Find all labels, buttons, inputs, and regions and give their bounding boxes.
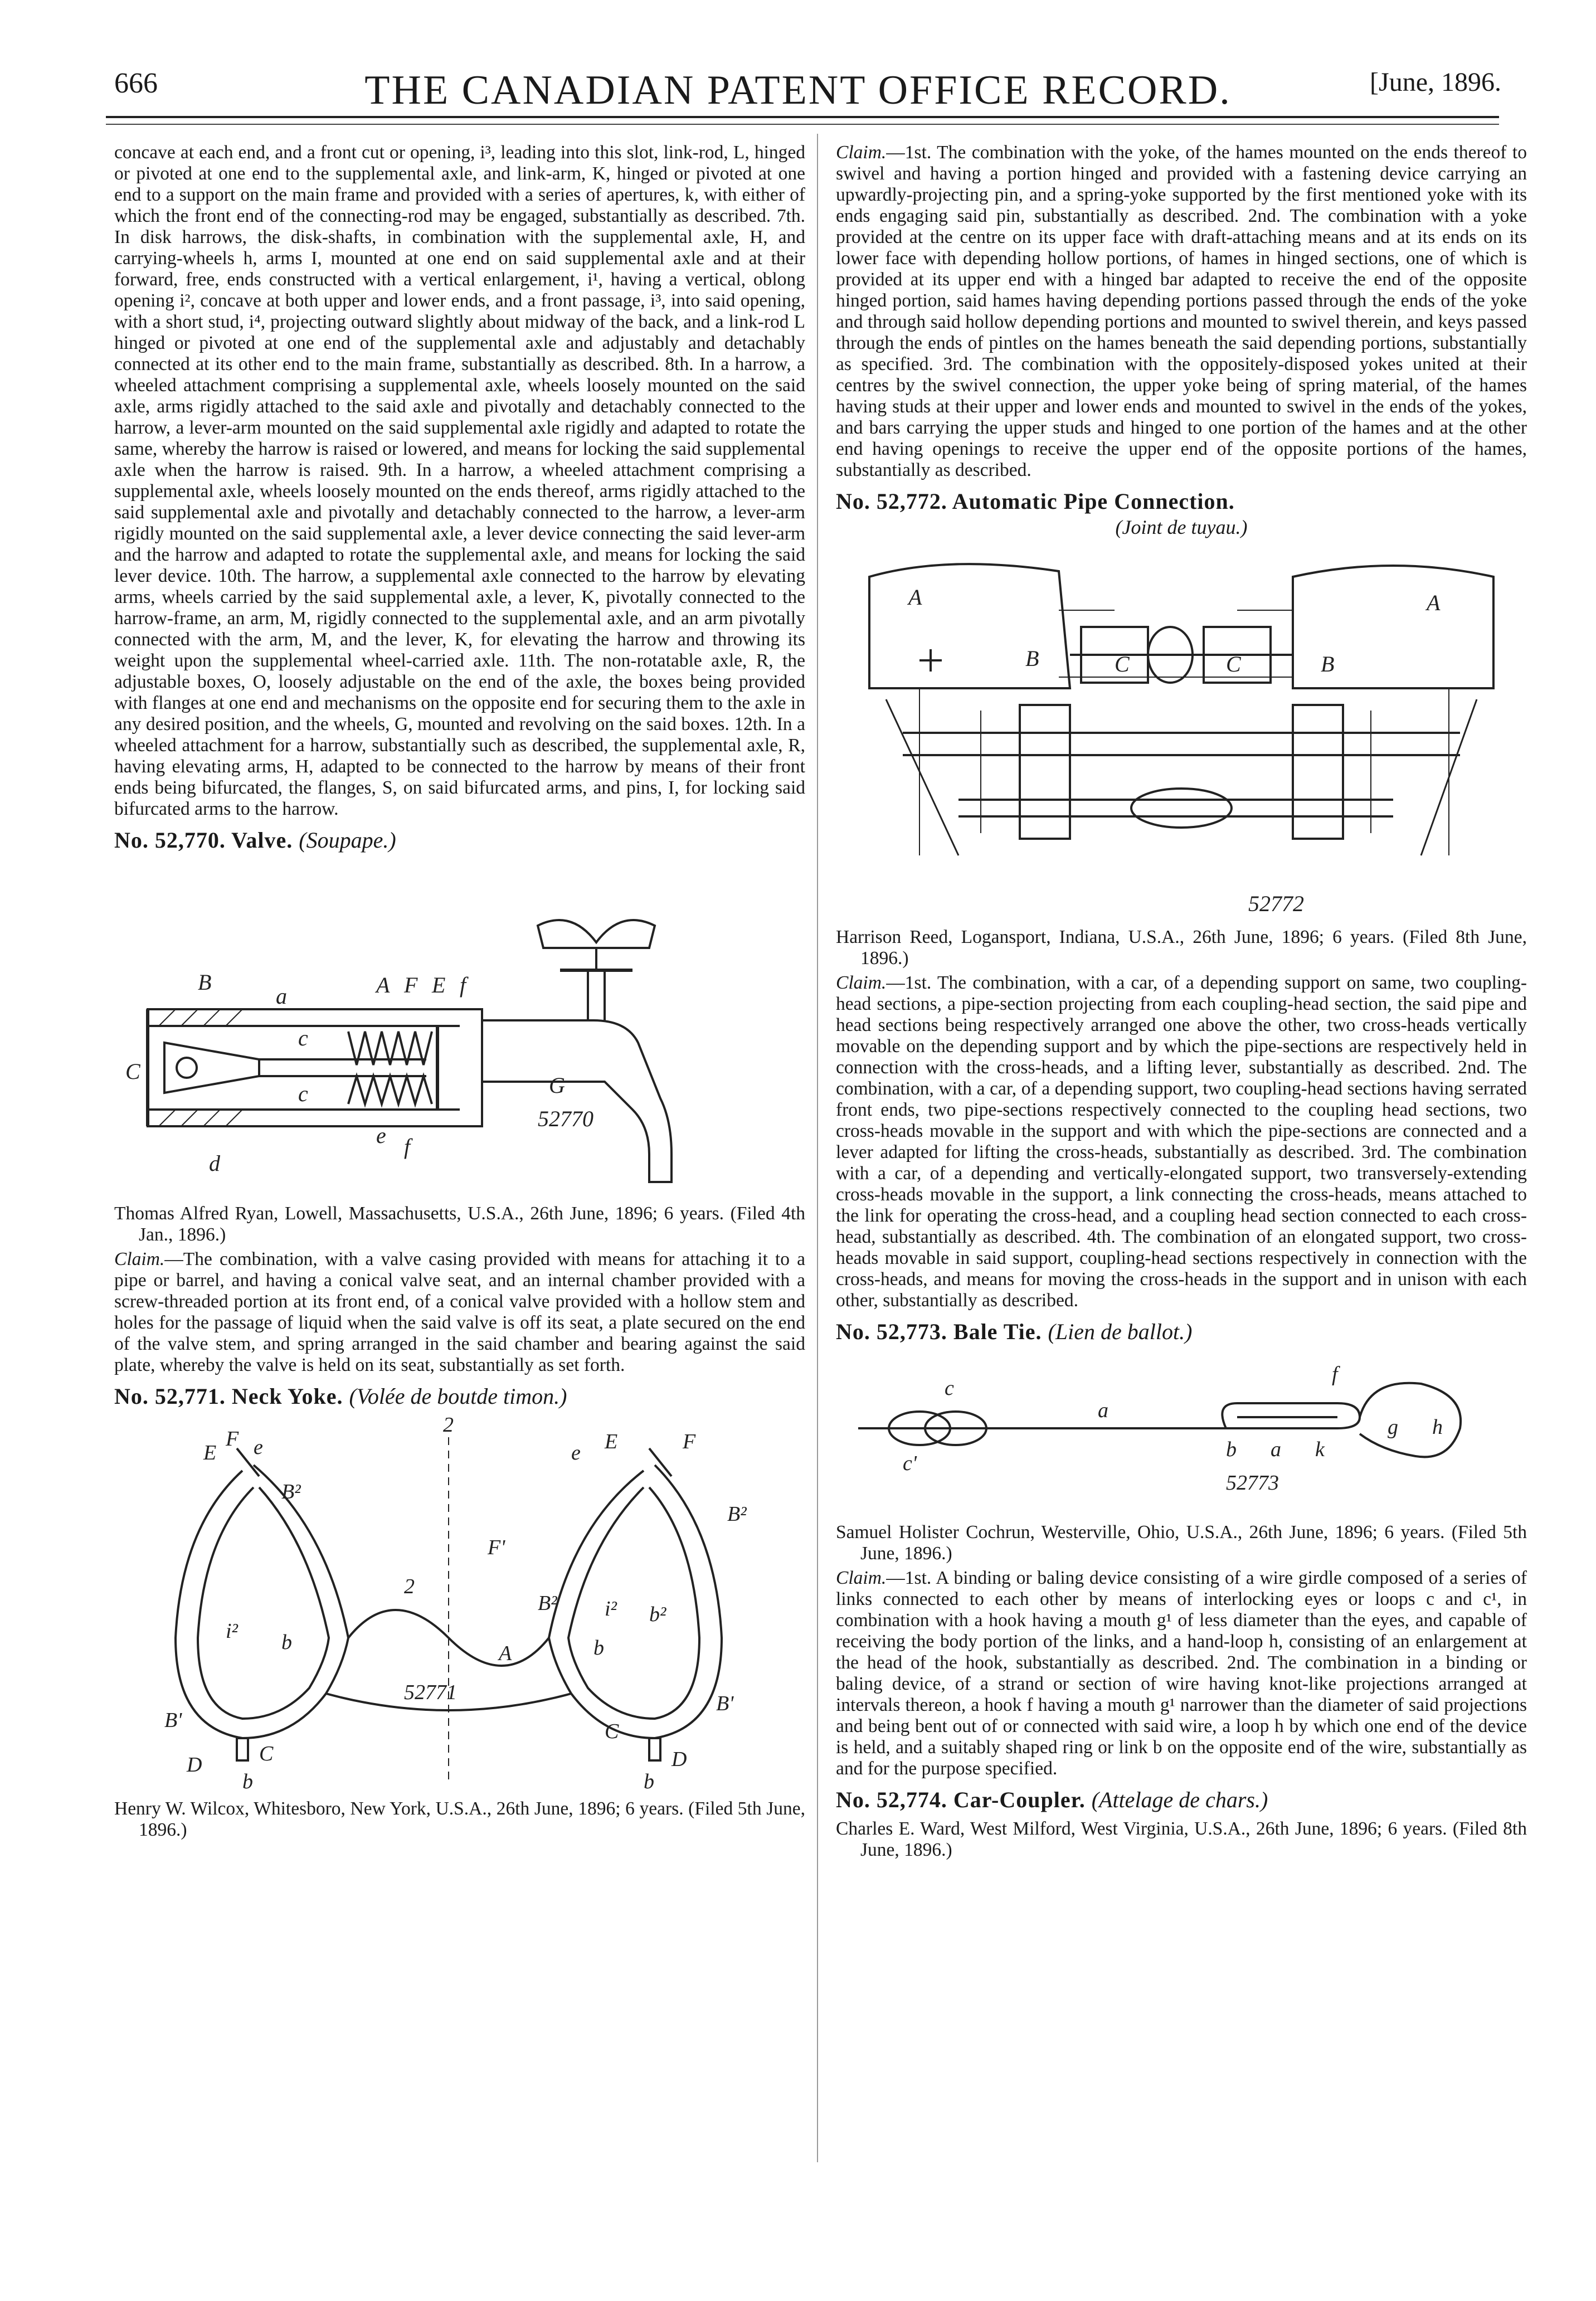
svg-text:F: F: [683, 1430, 696, 1453]
neck-yoke-figure: [114, 1415, 805, 1794]
svg-text:b: b: [281, 1631, 292, 1654]
page-date: [June, 1896.: [1370, 67, 1501, 97]
svg-text:B: B: [198, 970, 212, 995]
patent-52772-claim-label: Claim.: [836, 972, 887, 993]
page-number: 666: [114, 67, 158, 99]
svg-text:G: G: [549, 1073, 565, 1098]
svg-text:D: D: [187, 1753, 202, 1777]
patent-52771-title: No. 52,771. Neck Yoke.: [114, 1384, 343, 1409]
svg-text:C: C: [1226, 651, 1241, 677]
svg-text:C: C: [125, 1059, 140, 1084]
svg-text:B²: B²: [727, 1502, 747, 1526]
svg-text:52770: 52770: [538, 1106, 593, 1131]
svg-text:b: b: [242, 1770, 253, 1793]
patent-52773-french: (Lien de ballot.): [1048, 1319, 1193, 1344]
svg-text:C: C: [605, 1720, 619, 1743]
svg-text:B²: B²: [538, 1592, 557, 1615]
svg-text:e: e: [254, 1436, 263, 1459]
svg-text:D: D: [672, 1748, 687, 1771]
svg-text:a: a: [1098, 1399, 1108, 1422]
svg-text:52772: 52772: [1248, 891, 1304, 916]
svg-text:52771: 52771: [404, 1681, 457, 1704]
svg-text:B': B': [716, 1692, 734, 1715]
svg-text:g: g: [1388, 1415, 1398, 1439]
svg-text:F': F': [488, 1536, 505, 1559]
header-rule-thin: [106, 124, 1499, 125]
header-rule: [106, 116, 1499, 118]
svg-text:b: b: [644, 1770, 654, 1793]
svg-text:E: E: [605, 1430, 618, 1453]
svg-text:d: d: [209, 1151, 220, 1176]
svg-text:2: 2: [404, 1575, 415, 1598]
svg-text:B²: B²: [281, 1480, 301, 1504]
svg-text:E: E: [203, 1441, 217, 1465]
svg-text:e: e: [376, 1123, 386, 1148]
svg-text:f: f: [460, 972, 466, 998]
patent-52770-title: No. 52,770. Valve.: [114, 828, 293, 853]
patent-52770-french: (Soupape.): [299, 828, 396, 853]
svg-text:A: A: [376, 972, 390, 998]
patent-52774-title: No. 52,774. Car-Coupler.: [836, 1787, 1086, 1812]
svg-text:52773: 52773: [1226, 1471, 1279, 1495]
patent-52774-inventor: Charles E. Ward, West Milford, West Virginia, U.S.A., 26th June, 1896; 6 years. (Filed 8th June, 1896.): [836, 1818, 1527, 1860]
patent-52773-claim: —1st. A binding or baling device consisting of a wire girdle composed of a series of links connected to each other by means of interlocking eyes or loops c and c¹, in combination with a hook having a mouth g¹ of less diameter than the eyes, and capable of receiving the body portion of the links, and a hand-loop h, consisting of an enlargement at the head of the hook, substantially as described. 2nd. The combination in a binding or baling device, of a strand or section of wire having knot-like projections arranged at intervals thereon, a hook f having a mouth g¹ narrower than the diameter of said projections and being bent out of or connected with said wire, a loop h by which one end of the device is held, and a suitably shaped ring or link b on the opposite end of the wire, substantially as and for the purpose specified.: [836, 1568, 1527, 1779]
right-column: [836, 142, 1527, 1864]
svg-text:A: A: [499, 1642, 512, 1665]
patent-52772-french: (Joint de tuyau.): [1115, 516, 1248, 538]
valve-figure: [114, 859, 805, 1199]
svg-text:k: k: [1315, 1438, 1325, 1461]
column-divider: [817, 134, 818, 2162]
patent-52771-french: (Volée de boutde timon.): [349, 1384, 567, 1409]
svg-text:c: c: [298, 1025, 308, 1050]
svg-text:C: C: [1115, 651, 1130, 677]
patent-52774-french: (Attelage de chars.): [1091, 1787, 1268, 1812]
svg-text:a: a: [276, 984, 287, 1009]
svg-text:a: a: [1271, 1438, 1281, 1461]
svg-text:A: A: [1427, 590, 1441, 615]
patent-52772-claim: —1st. The combination, with a car, of a depending support on same, two coupling-head sections, a pipe-section projecting from each coupling-head section, the said pipe and head sections being respectively arranged one above the other, two cross-heads vertically movable on the depending support and by which the pipe-sections are respectively held in connection with the cross-heads, and a lifting lever, substantially as described. 2nd. The combination, with a car, of a depending support, two coupling-head sections having serrated front ends, two pipe-sections respectively connected to the coupling head sections, two cross-heads movable in the support and with which the pipe-sections are connected and a lever adapted for lifting the cross-heads, substantially as described. 3rd. The combination with a car, of a depending and vertically-elongated support, two transversely-extending cross-heads movable in the support, a link connecting the cross-heads, means attached to the link for operating the cross-head, and a coupling head section connected to each cross-head, substantially as described. 4th. The combination of an elongated support, two cross-heads movable in said support, coupling-head sections respectively in connection with the cross-heads, and means for moving the cross-heads in the support and in unison with each other, substantially as described.: [836, 972, 1527, 1311]
patent-52770-heading: [114, 830, 805, 851]
page-title: THE CANADIAN PATENT OFFICE RECORD.: [364, 67, 1232, 113]
svg-text:c': c': [903, 1452, 917, 1475]
patent-52773-inventor: Samuel Holister Cochrun, Westerville, Ohio, U.S.A., 26th June, 1896; 6 years. (Filed 5th June, 1896.): [836, 1522, 1527, 1564]
patent-52770-claim-label: Claim.: [114, 1249, 165, 1269]
left-column: [114, 142, 805, 1844]
bale-tie-figure: [836, 1350, 1527, 1517]
patent-52771-claim: —1st. The combination with the yoke, of the hames mounted on the ends thereof to swivel and having a portion hinged and provided with a fastening device carrying an upwardly-projecting pin, and a spring-yoke supported by the first mentioned yoke with its ends engaging said pin, substantially as described. 2nd. The combination with a yoke provided at the centre on its upper face with draft-attaching means and at its ends on its lower face with depending hollow portions, of hames in hinged sections, one of which is provided at its upper end with a hinged bar adapted to receive the end of the opposite hinged portion, said hames having depending portions passed through the ends of the yoke and through said hollow depending portions and mounted to swivel therein, and keys passed through the ends of pintles on the hames beneath the said depending portions, substantially as specified. 3rd. The combination with the oppositely-disposed yokes united at their centres by the swivel connection, the upper yoke being of spring material, of the hames having studs at their upper and lower ends and mounted to swivel in the ends of the yokes, and bars carrying the upper studs and hinged to one portion of the hames and at the other end having openings to receive the upper end of the opposite portions of the hames, substantially as described.: [836, 142, 1527, 480]
svg-text:F: F: [226, 1427, 239, 1451]
patent-52770-inventor: Thomas Alfred Ryan, Lowell, Massachusetts, U.S.A., 26th June, 1896; 6 years. (Filed 4th Jan., 1896.): [114, 1203, 805, 1245]
patent-52773-title: No. 52,773. Bale Tie.: [836, 1319, 1042, 1344]
patent-52774-heading: [836, 1789, 1527, 1811]
svg-text:2: 2: [443, 1415, 454, 1437]
svg-text:E: E: [432, 972, 446, 998]
svg-text:b: b: [1226, 1438, 1237, 1461]
svg-text:h: h: [1432, 1415, 1443, 1439]
svg-text:B': B': [164, 1709, 182, 1732]
patent-52771-claim-label: Claim.: [836, 142, 887, 163]
pipe-connection-figure: [836, 543, 1527, 922]
patent-52771-inventor: Henry W. Wilcox, Whitesboro, New York, U.S.A., 26th June, 1896; 6 years. (Filed 5th June, 1896.): [114, 1798, 805, 1840]
svg-text:b²: b²: [649, 1603, 666, 1626]
svg-text:c: c: [945, 1376, 954, 1400]
svg-text:B: B: [1321, 651, 1335, 677]
svg-text:i²: i²: [605, 1597, 617, 1621]
svg-text:i²: i²: [226, 1619, 238, 1643]
svg-text:B: B: [1025, 646, 1039, 671]
patent-52772-inventor: Harrison Reed, Logansport, Indiana, U.S.A., 26th June, 1896; 6 years. (Filed 8th June, 1896.): [836, 927, 1527, 969]
svg-text:c: c: [298, 1081, 308, 1106]
patent-52770-claim: —The combination, with a valve casing provided with means for attaching it to a pipe or barrel, and having a conical valve seat, and an internal chamber provided with a screw-threaded portion at its front end, of a conical valve provided with a hollow stem and holes for the passage of liquid when the said valve is off its seat, a plate secured on the end of the valve stem, and spring arranged in the said chamber and bearing against the said plate, whereby the valve is held on its seat, substantially as set forth.: [114, 1249, 805, 1375]
svg-text:f: f: [404, 1134, 411, 1159]
patent-52771-heading: [114, 1386, 805, 1407]
svg-text:b: b: [593, 1636, 604, 1660]
svg-text:f: f: [1332, 1363, 1338, 1386]
svg-text:C: C: [259, 1742, 274, 1765]
patent-52773-claim-label: Claim.: [836, 1568, 887, 1588]
svg-text:e: e: [571, 1441, 581, 1465]
svg-text:A: A: [908, 585, 922, 610]
svg-text:F: F: [404, 972, 418, 998]
patent-52773-heading: [836, 1321, 1527, 1342]
patent-52772-title: No. 52,772. Automatic Pipe Connection.: [836, 489, 1235, 514]
continued-claims-text: concave at each end, and a front cut or opening, i³, leading into this slot, link-rod, L, hinged or pivoted at one end to the supplemental axle, and link-arm, K, hinged or pivoted at one end to a support on the main frame and provided with a series of apertures, k, with either of which the front end of the connecting-rod may be engaged, substantially as described. 7th. In disk harrows, the disk-shafts, in combination with the supplemental axle, H, and carrying-wheels h, arms I, mounted at one end on said supplemental axle and at their forward, free, ends constructed with a vertical enlargement, i¹, having a vertical, oblong opening i², concave at both upper and lower ends, and a front passage, i³, into said opening, with a short stud, i⁴, projecting outward slightly about midway of the back, and a link-rod L hinged or pivoted at one end of the supplemental axle and adjustably and detachably connected at its other end to the main frame, substantially as described. 8th. In a harrow, a wheeled attachment comprising a supplemental axle, wheels loosely mounted on the said axle, arms rigidly attached to the said axle and pivotally and detachably connected to the harrow, a lever-arm mounted on the said supplemental axle rigidly and adapted to rotate the same, whereby the harrow is raised or lowered, and means for locking the said supplemental axle when the harrow is raised. 9th. In a harrow, a wheeled attachment comprising a supplemental axle, wheels loosely mounted on the ends thereof, arms rigidly attached to the said supplemental axle and pivotally and detachably connected to the harrow, a lever-arm rigidly mounted on the said supplemental axle, a lever device connecting the said lever-arm and the harrow and adapted to rotate the supplemental axle, and means for locking the said lever device. 10th. The harrow, a supplemental axle connected to the harrow by elevating arms, wheels carried by the said supplemental axle, a lever, K, pivotally connected to the harrow-frame, an arm, M, rigidly connected to the supplemental axle, and an arm pivotally connected with the arm, M, and the lever, K, for elevating the harrow and throwing its weight upon the supplemental wheel-carried axle. 11th. The non-rotatable axle, R, the adjustable boxes, O, loosely adjustable on the end of the axle, the boxes being provided with flanges at one end and mechanisms on the opposite end for securing them to the axle in any desired position, and the wheels, G, mounted and revolving on the said boxes. 12th. In a wheeled attachment for a harrow, substantially such as described, the supplemental axle, R, having elevating arms, H, adapted to be connected to the harrow by means of their front ends being bifurcated, the flanges, S, on said bifurcated arms, and pins, I, for locking said bifurcated arms to the harrow.: [114, 142, 805, 819]
patent-52772-heading: [836, 491, 1527, 512]
